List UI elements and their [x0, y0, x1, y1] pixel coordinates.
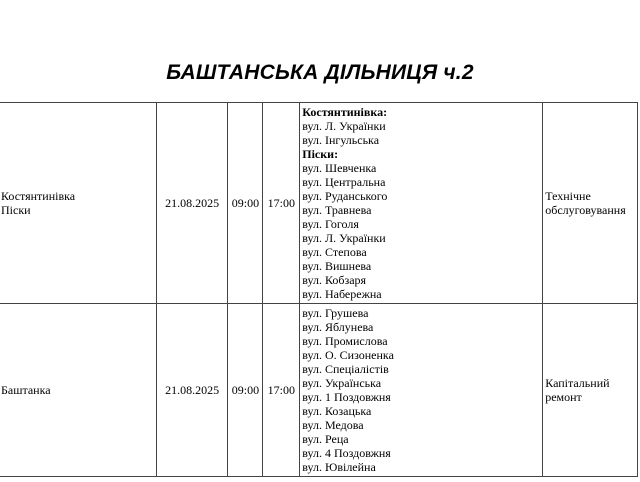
street-item: вул. Руданського	[302, 189, 388, 203]
location-name: Баштанка	[1, 383, 51, 397]
street-item: вул. Ювілейна	[302, 460, 376, 474]
street-item: вул. Гоголя	[302, 217, 359, 231]
work-type-text: Капітальний	[545, 376, 610, 390]
street-item: вул. Вишнева	[302, 259, 372, 273]
end-time-cell: 17:00	[263, 103, 300, 304]
street-item: вул. Реца	[302, 432, 349, 446]
street-item: вул. Українська	[302, 376, 382, 390]
date-cell: 21.08.2025	[156, 103, 228, 304]
page-title: БАШТАНСЬКА ДІЛЬНИЦЯ ч.2	[166, 61, 474, 84]
street-item: вул. Шевченка	[302, 161, 377, 175]
street-item: вул. О. Сизоненка	[302, 348, 394, 362]
work-type-cell	[543, 304, 638, 477]
street-item: вул. Л. Українки	[302, 231, 386, 245]
start-time-cell: 09:00	[228, 304, 263, 477]
street-item: вул. Набережна	[302, 287, 382, 301]
street-item: вул. Грушева	[302, 306, 369, 320]
date-cell: 21.08.2025	[156, 304, 228, 477]
work-type-cell	[543, 103, 638, 304]
street-item: вул. Інгульська	[302, 133, 380, 147]
street-item: вул. Центральна	[302, 175, 386, 189]
streets-cell	[300, 304, 543, 477]
street-item: вул. 1 Поздовжня	[302, 390, 391, 404]
street-item: вул. Степова	[302, 245, 367, 259]
table-row	[0, 304, 638, 477]
location-cell	[0, 304, 156, 477]
work-type-text: ремонт	[545, 390, 582, 404]
table-row	[0, 103, 638, 304]
location-name: Костянтинівка	[1, 189, 76, 203]
street-item: вул. Промислова	[302, 334, 388, 348]
end-time-cell: 17:00	[263, 304, 300, 477]
street-item: вул. Спеціалістів	[302, 362, 389, 376]
street-item: вул. 4 Поздовжня	[302, 446, 391, 460]
work-type-text: обслуговування	[545, 203, 626, 217]
work-type-text: Технічне	[545, 189, 591, 203]
start-time-cell: 09:00	[228, 103, 263, 304]
location-name: Піски	[1, 203, 31, 217]
street-item: вул. Травнева	[302, 203, 372, 217]
streets-cell	[300, 103, 543, 304]
street-item: вул. Козацька	[302, 404, 372, 418]
street-item: вул. Л. Українки	[302, 119, 386, 133]
town-heading: Піски:	[302, 147, 339, 161]
street-item: вул. Кобзаря	[302, 273, 367, 287]
outage-schedule-table	[0, 102, 638, 477]
town-heading: Костянтинівка:	[302, 105, 388, 119]
location-cell	[0, 103, 156, 304]
street-item: вул. Медова	[302, 418, 364, 432]
street-item: вул. Яблунева	[302, 320, 374, 334]
